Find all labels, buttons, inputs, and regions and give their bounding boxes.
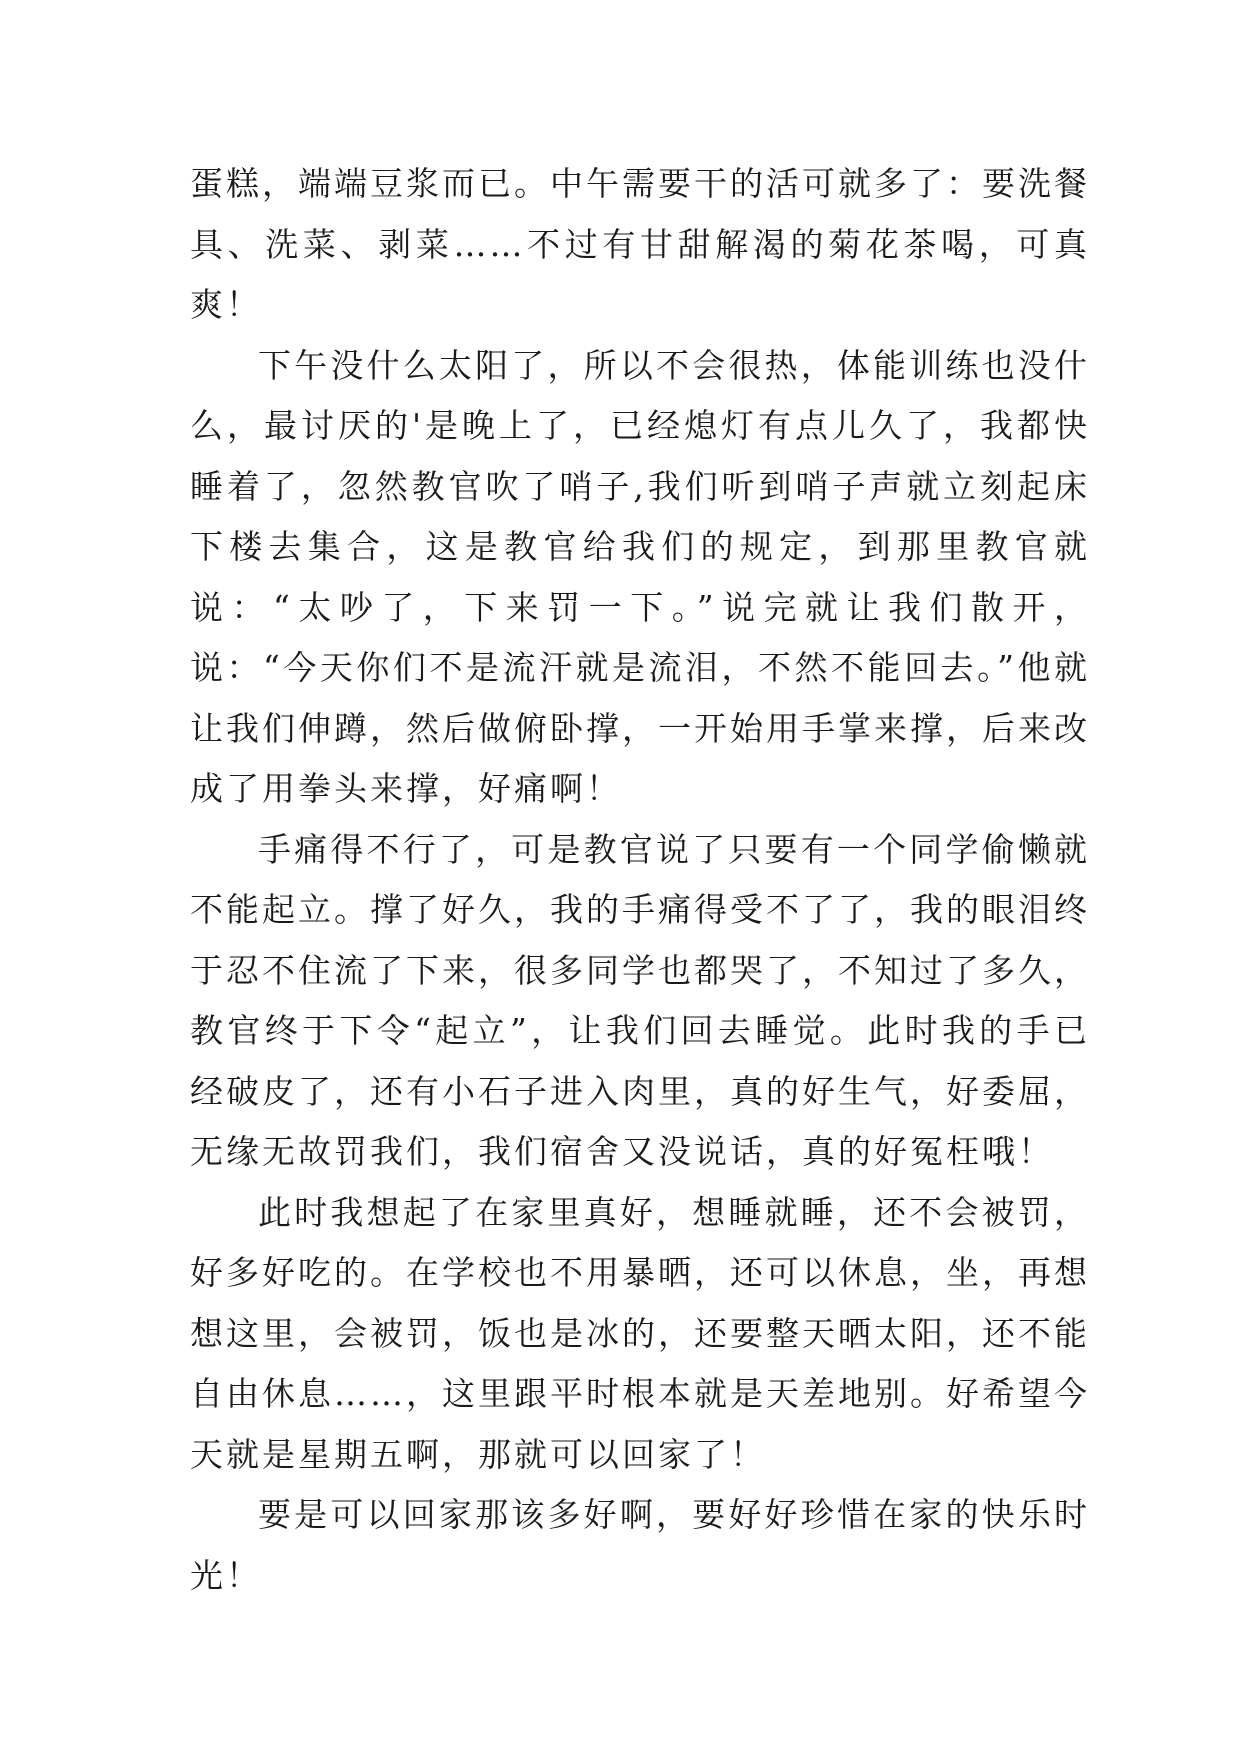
paragraph-5: 要是可以回家那该多好啊，要好好珍惜在家的快乐时光！ <box>190 1495 1090 1595</box>
paragraph-2: 下午没什么太阳了，所以不会很热，体能训练也没什么，最讨厌的'是晚上了，已经熄灯有点儿久了，我都快睡着了，忽然教官吹了哨子,我们听到哨子声就立刻起床下楼去集合，这是教官给我们的规定，到那里教官就说：“太吵了，下来罚一下。”说完就让我们散开，说：“今天你们不是流汗就是流泪，不然不能回去。”他就让我们伸蹲，然后做俯卧撑，一开始用手掌来撑，后来改成了用拳头来撑，好痛啊！ <box>190 345 1090 808</box>
paragraph-4: 此时我想起了在家里真好，想睡就睡，还不会被罚，好多好吃的。在学校也不用暴晒，还可以休息，坐，再想想这里，会被罚，饭也是冰的，还要整天晒太阳，还不能自由休息……，这里跟平时根本就是天差地别。好希望今天就是星期五啊，那就可以回家了！ <box>190 1192 1090 1474</box>
document-body <box>190 154 1090 1606</box>
paragraph-3: 手痛得不行了，可是教官说了只要有一个同学偷懒就不能起立。撑了好久，我的手痛得受不了了，我的眼泪终于忍不住流了下来，很多同学也都哭了，不知过了多久，教官终于下令“起立”，让我们回去睡觉。此时我的手已经破皮了，还有小石子进入肉里，真的好生气，好委屈，无缘无故罚我们，我们宿舍又没说话，真的好冤枉哦！ <box>190 829 1090 1171</box>
paragraph-1: 蛋糕，端端豆浆而已。中午需要干的活可就多了：要洗餐具、洗菜、剥菜……不过有甘甜解渴的菊花茶喝，可真爽！ <box>190 164 1090 324</box>
